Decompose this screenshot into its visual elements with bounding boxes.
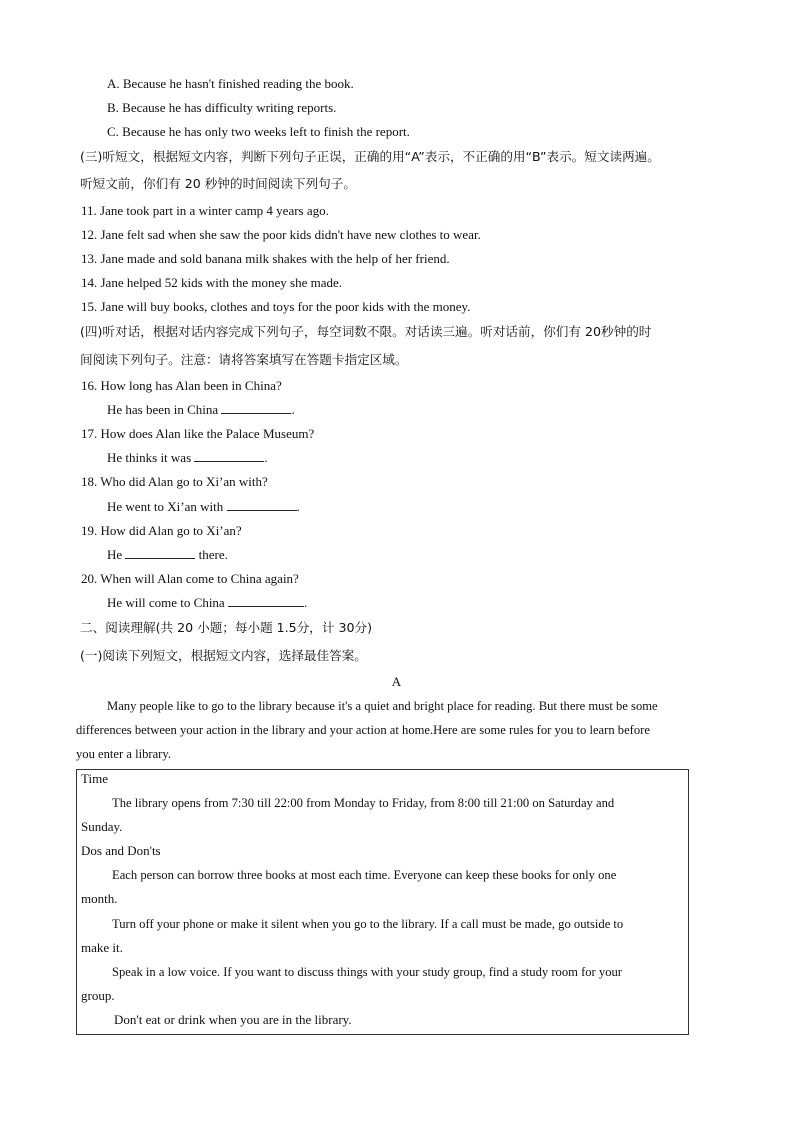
answer-blank-17[interactable] bbox=[194, 449, 264, 462]
answer-prefix: He thinks it was bbox=[107, 450, 195, 465]
intro-line-3: you enter a library. bbox=[76, 747, 171, 761]
answer-suffix: . bbox=[303, 595, 308, 610]
question-20: 20. When will Alan come to China again? bbox=[81, 571, 299, 586]
statement-11: 11. Jane took part in a winter camp 4 years ago. bbox=[81, 203, 329, 218]
section4-instruction-line1: (四)听对话，根据对话内容完成下列句子，每空词数不限。对话读三遍。听对话前，你们有 20秒钟的时 bbox=[80, 324, 652, 339]
answer-suffix: . bbox=[264, 450, 268, 465]
answer-blank-18[interactable] bbox=[227, 498, 297, 511]
answer-blank-20[interactable] bbox=[228, 594, 304, 607]
box-time-title: Time bbox=[81, 771, 108, 786]
answer-line-16 bbox=[107, 401, 295, 419]
box-rule2-line-2: make it. bbox=[81, 940, 123, 955]
box-dos-title: Dos and Don'ts bbox=[81, 843, 161, 858]
box-rule4-line-1: Don't eat or drink when you are in the library. bbox=[114, 1012, 352, 1027]
section3-instruction-line2: 听短文前，你们有 20 秒钟的时间阅读下列句子。 bbox=[80, 176, 356, 191]
statement-12: 12. Jane felt sad when she saw the poor kids didn't have new clothes to wear. bbox=[81, 227, 481, 242]
answer-blank-16[interactable] bbox=[221, 401, 291, 414]
intro-line-2: differences between your action in the library and your action at home.Here are some rules for you to learn before bbox=[76, 723, 650, 737]
question-17: 17. How does Alan like the Palace Museum? bbox=[81, 426, 315, 441]
answer-line-18 bbox=[107, 498, 300, 516]
box-rule3-line-1: Speak in a low voice. If you want to discuss things with your study group, find a study room for your bbox=[112, 965, 622, 979]
box-rule1-line-2: month. bbox=[81, 891, 118, 906]
intro-line-1: Many people like to go to the library because it's a quiet and bright place for reading. But there must be some bbox=[107, 699, 658, 713]
question-16: 16. How long has Alan been in China? bbox=[81, 378, 282, 393]
option-a: A. Because he hasn't finished reading the book. bbox=[107, 76, 354, 91]
box-time-line-2: Sunday. bbox=[81, 819, 123, 834]
answer-line-19 bbox=[107, 546, 228, 564]
statement-14: 14. Jane helped 52 kids with the money she made. bbox=[81, 275, 343, 290]
answer-prefix: He bbox=[107, 547, 126, 562]
section4-instruction-line2: 间阅读下列句子。注意：请将答案填写在答题卡指定区域。 bbox=[80, 352, 408, 367]
part2-heading: 二、阅读理解(共 20 小题；每小题 1.5分，计 30分) bbox=[80, 620, 373, 635]
box-rule1-line-1: Each person can borrow three books at most each time. Everyone can keep these books for only one bbox=[112, 868, 617, 882]
part2-subheading: (一)阅读下列短文，根据短文内容，选择最佳答案。 bbox=[80, 648, 367, 663]
answer-prefix: He has been in China bbox=[107, 402, 222, 417]
option-c: C. Because he has only two weeks left to finish the report. bbox=[107, 124, 410, 139]
answer-prefix: He went to Xi’an with bbox=[107, 499, 227, 514]
box-time-line-1: The library opens from 7:30 till 22:00 from Monday to Friday, from 8:00 till 21:00 on Saturday and bbox=[112, 796, 615, 810]
answer-blank-19[interactable] bbox=[125, 546, 195, 559]
section3-instruction-line1: (三)听短文，根据短文内容，判断下列句子正误，正确的用“A”表示，不正确的用“B”表示。短文读两遍。 bbox=[80, 149, 660, 164]
statement-13: 13. Jane made and sold banana milk shakes with the help of her friend. bbox=[81, 251, 450, 266]
passage-label: A bbox=[391, 674, 402, 689]
answer-line-20 bbox=[107, 594, 307, 612]
statement-15: 15. Jane will buy books, clothes and toys for the poor kids with the money. bbox=[81, 299, 471, 314]
question-18: 18. Who did Alan go to Xi’an with? bbox=[81, 474, 268, 489]
answer-suffix: there. bbox=[195, 547, 228, 562]
answer-suffix: . bbox=[291, 402, 295, 417]
question-19: 19. How did Alan go to Xi’an? bbox=[81, 523, 242, 538]
box-rule2-line-1: Turn off your phone or make it silent when you go to the library. If a call must be made, go outside to bbox=[112, 917, 624, 931]
box-rule3-line-2: group. bbox=[81, 988, 115, 1003]
answer-prefix: He will come to China bbox=[107, 595, 228, 610]
answer-line-17 bbox=[107, 449, 268, 467]
answer-suffix: . bbox=[296, 499, 300, 514]
option-b: B. Because he has difficulty writing reports. bbox=[107, 100, 337, 115]
